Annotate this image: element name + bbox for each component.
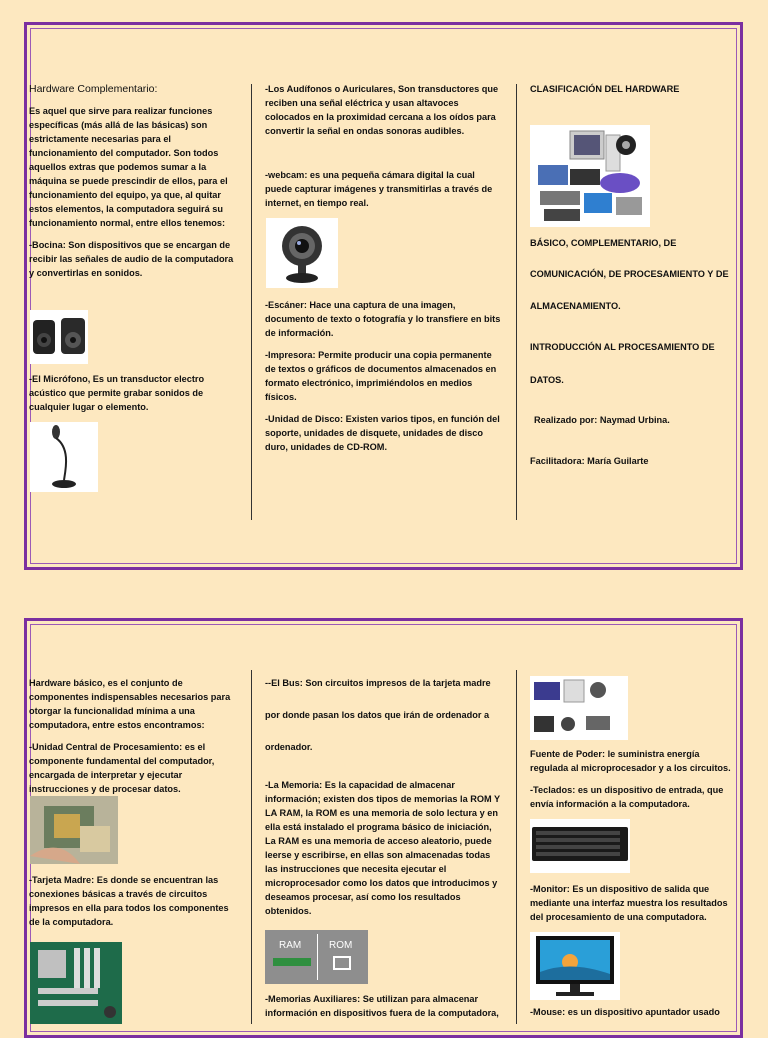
- rom-label: ROM: [329, 940, 353, 951]
- paragraph-monitor: -Monitor: Es un dispositivo de salida que mediante una interfaz muestra los resultados del procesamiento de una computadora.: [530, 884, 728, 922]
- paragraph-memoria: -La Memoria: Es la capacidad de almacenar información; existen dos tipos de memorias la ROM Y LA RAM, la ROM es una memoria de solo lectura y en ella está instalado el programa básico de iniciación, La RAM es una memoria de acceso aleatorio, puede leerse y escribirse, en ellas son almacenadas todas las instrucciones que necesita ejecutar el microprocesador como los datos que introducimos y deseamos procesar, así como los resultados obtenidos.: [265, 780, 501, 916]
- column-perifericos: [530, 747, 738, 819]
- section-title: Hardware Complementario:: [29, 83, 158, 95]
- column-memorias-auxiliares: [265, 992, 503, 1028]
- paragraph-impresora: -Impresora: Permite producir una copia permanente de textos o gráficos de documentos almacenados en formato electrónico, imprimiéndolos en medios físicos.: [265, 350, 497, 402]
- column-tarjeta-madre: [29, 873, 239, 937]
- paragraph-auxiliares: -Memorias Auxiliares: Se utilizan para almacenar información en dispositivos fuera de la computadora,: [265, 994, 499, 1018]
- cpu-image: [30, 796, 118, 864]
- paragraph-disco: -Unidad de Disco: Existen varios tipos, en función del soporte, unidades de disquete, unidades de disco duro, unidades de CD-ROM.: [265, 414, 500, 452]
- column-bus-memoria: [265, 676, 503, 926]
- paragraph-webcam: -webcam: es una pequeña cámara digital la cual puede capturar imágenes y transmitirlas a través de internet, en tiempo real.: [265, 170, 493, 208]
- cover-facilitator: Facilitadora: María Guilarte: [530, 456, 649, 466]
- paragraph-tarjeta-madre: -Tarjeta Madre: Es donde se encuentran las conexiones básicas a través de circuitos impresos en ella para todos los componentes de la computadora.: [29, 875, 229, 927]
- column-monitor: [530, 882, 738, 932]
- column-divider: [251, 670, 252, 1024]
- paragraph-teclado: -Teclados: es un dispositivo de entrada, que envía información a la computadora.: [530, 785, 724, 809]
- paragraph-bus-line1: --El Bus: Son circuitos impresos de la tarjeta madre: [265, 678, 491, 688]
- cover-subtitle-line1: BÁSICO, COMPLEMENTARIO, DE: [530, 238, 677, 248]
- cover-author: Realizado por: Naymad Urbina.: [534, 415, 670, 425]
- paragraph-audifonos: -Los Audífonos o Auriculares, Son transductores que reciben una señal eléctrica y usan altavoces colocados en la proximidad cercana a los oídos para convertir la señal en ondas sonoras audibles.: [265, 84, 499, 136]
- ram-chip-icon: [273, 958, 311, 966]
- paragraph-mouse: -Mouse: es un dispositivo apuntador usado: [530, 1007, 720, 1017]
- motherboard-image: [30, 942, 122, 1024]
- cover-subtitle-line2: COMUNICACIÓN, DE PROCESAMIENTO Y DE: [530, 269, 729, 279]
- ram-rom-image: [265, 930, 368, 984]
- column-dispositivos-2: [265, 298, 503, 462]
- paragraph-fuente: Fuente de Poder: le suministra energía regulada al microprocesador y a los circuitos.: [530, 749, 731, 773]
- microphone-image: [30, 422, 98, 492]
- column-dispositivos: [265, 82, 503, 218]
- cover-subtitle-line5: DATOS.: [530, 375, 564, 385]
- column-portada: [530, 82, 735, 104]
- paragraph-bus-line2: por donde pasan los datos que irán de ordenador a: [265, 710, 490, 720]
- monitor-image: [530, 932, 620, 1000]
- column-divider: [516, 84, 517, 520]
- column-divider: [516, 670, 517, 1024]
- keyboard-image: [530, 819, 630, 873]
- column-divider: [251, 84, 252, 520]
- webcam-image: [266, 218, 338, 288]
- ram-label: RAM: [279, 940, 302, 951]
- paragraph-cpu: -Unidad Central de Procesamiento: es el componente fundamental del computador, encargada de interpretar y ejecutar instrucciones y de procesar datos.: [29, 742, 215, 794]
- speakers-image: [30, 310, 88, 364]
- divider-line: [317, 934, 318, 980]
- cover-subtitle-line4: INTRODUCCIÓN AL PROCESAMIENTO DE: [530, 342, 715, 352]
- hardware-collage-image: [530, 125, 650, 227]
- paragraph-intro-basico: Hardware básico, es el conjunto de componentes indispensables necesarios para otorgar la funcionalidad mínima a una computadora, entre estos encontramos:: [29, 678, 231, 730]
- paragraph-bocina: -Bocina: Son dispositivos que se encargan de recibir las señales de audio de la computadora y convertirlas en sonidos.: [29, 240, 234, 278]
- cover-heading: CLASIFICACIÓN DEL HARDWARE: [530, 84, 680, 94]
- paragraph-intro: Es aquel que sirve para realizar funciones específicas (más allá de las básicas) son estrictamente necesarias para el funcionamiento del computador. Son todos aquellos extras que podemos sumar a la máquina se puede prescindir de ellos, para el funcionamiento del equipo, ya que, al quitar estos elementos, la computadora seguirá su funcionamiento normal, entre ellos tenemos:: [29, 106, 228, 228]
- rom-chip-icon: [333, 956, 351, 970]
- paragraph-bus-line3: ordenador.: [265, 742, 313, 752]
- power-supply-image: [530, 676, 628, 740]
- column-hardware-complementario: [29, 82, 239, 288]
- column-hardware-basico: [29, 676, 239, 804]
- paragraph-escaner: -Escáner: Hace una captura de una imagen, documento de texto o fotografía y lo transfiere en bits de información.: [265, 300, 501, 338]
- column-microfono: [29, 372, 239, 422]
- paragraph-microfono: -El Micrófono, Es un transductor electro acústico que permite grabar sonidos de cualquier lugar o elemento.: [29, 374, 205, 412]
- cover-subtitle-line3: ALMACENAMIENTO.: [530, 301, 621, 311]
